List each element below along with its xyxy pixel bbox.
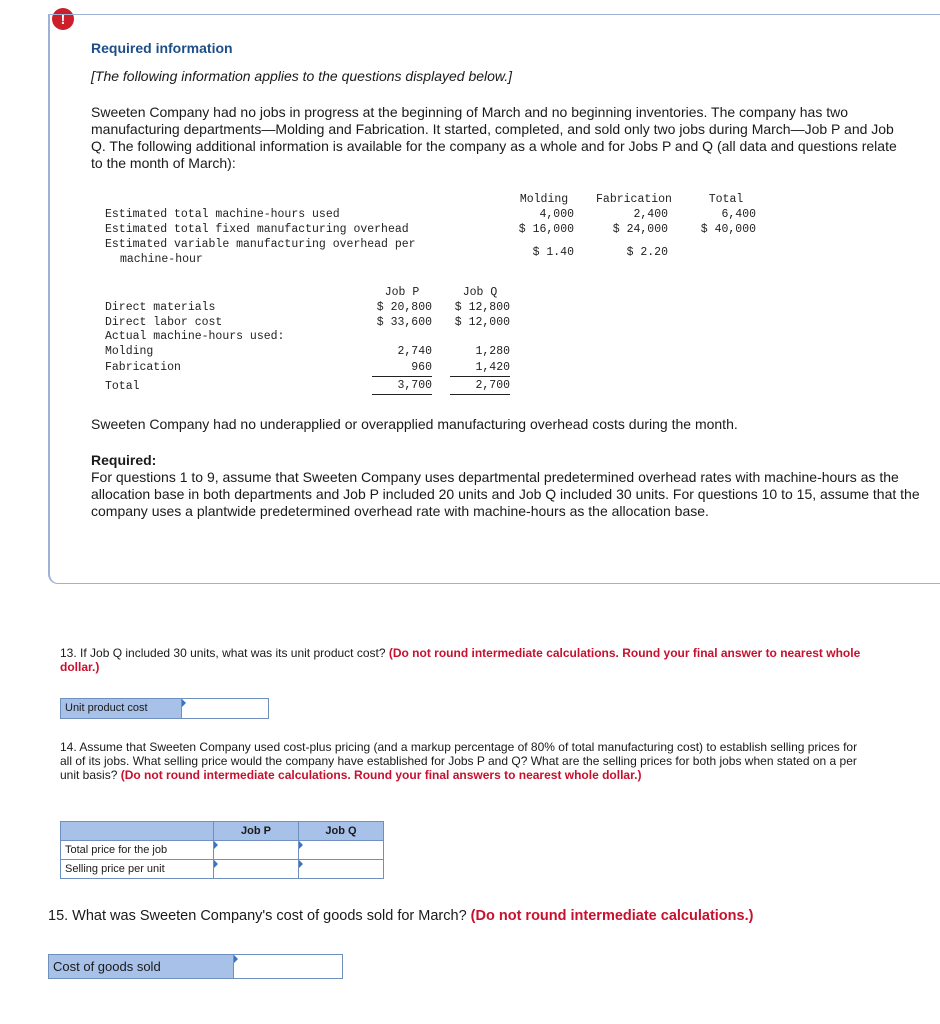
cell-value: 1,420 xyxy=(475,361,510,374)
cell-value: 2,740 xyxy=(397,345,432,358)
selling-price-per-unit-label: Selling price per unit xyxy=(60,859,214,879)
info-note: [The following information applies to the questions displayed below.] xyxy=(91,68,513,84)
row-label: Estimated total machine-hours used xyxy=(105,208,340,221)
required-info-title: Required information xyxy=(91,40,233,56)
cell-value: $ 40,000 xyxy=(700,223,756,236)
cell-value: 960 xyxy=(411,361,432,374)
total-rule xyxy=(372,394,432,395)
cost-of-goods-sold-input[interactable] xyxy=(233,954,343,979)
cell xyxy=(298,840,384,860)
row-label: Molding xyxy=(105,345,154,358)
unit-product-cost-label: Unit product cost xyxy=(60,698,182,719)
cell-value: $ 12,800 xyxy=(454,301,510,314)
cell xyxy=(298,859,384,879)
total-price-job-p-input[interactable] xyxy=(213,840,299,860)
row-label: Direct labor cost xyxy=(105,316,223,329)
alert-icon: ! xyxy=(52,8,74,30)
unit-product-cost-cell xyxy=(181,698,269,719)
input-marker-icon xyxy=(182,699,186,707)
cost-of-goods-sold-cell xyxy=(233,954,343,979)
cell-value: $ 16,000 xyxy=(518,223,574,236)
subtotal-rule xyxy=(372,376,432,377)
input-marker-icon xyxy=(299,860,303,868)
row-label: Direct materials xyxy=(105,301,216,314)
cell-value: 3,700 xyxy=(397,379,432,392)
col-header-fabrication: Fabrication xyxy=(596,193,672,206)
table-corner xyxy=(60,821,214,841)
unit-product-cost-input[interactable] xyxy=(181,698,269,719)
cell-value: 1,280 xyxy=(475,345,510,358)
subtotal-rule xyxy=(450,376,510,377)
cell-value: $ 12,000 xyxy=(454,316,510,329)
question-13-text: 13. If Job Q included 30 units, what was its unit product cost? xyxy=(60,646,389,660)
cell-value: $ 20,800 xyxy=(376,301,432,314)
cell-value: $ 1.40 xyxy=(532,246,574,259)
input-marker-icon xyxy=(299,841,303,849)
cell-value: $ 2.20 xyxy=(626,246,668,259)
row-label: Estimated variable manufacturing overhead per xyxy=(105,238,416,251)
question-14 xyxy=(60,740,860,782)
cell-value: 4,000 xyxy=(539,208,574,221)
input-marker-icon xyxy=(234,955,238,963)
col-header-job-q: Job Q xyxy=(462,286,498,299)
cell-value: 2,700 xyxy=(475,379,510,392)
col-header-job-q: Job Q xyxy=(298,821,384,841)
row-label: Estimated total fixed manufacturing overhead xyxy=(105,223,409,236)
input-marker-icon xyxy=(214,860,218,868)
col-header-total: Total xyxy=(708,193,744,206)
question-15 xyxy=(48,908,928,925)
row-label: Actual machine-hours used: xyxy=(105,330,285,343)
question-13 xyxy=(60,646,880,674)
unit-price-job-q-input[interactable] xyxy=(298,859,384,879)
required-heading: Required: xyxy=(91,452,157,468)
total-price-job-q-input[interactable] xyxy=(298,840,384,860)
cell-value: $ 24,000 xyxy=(612,223,668,236)
total-price-label: Total price for the job xyxy=(60,840,214,860)
cell xyxy=(213,859,299,879)
question-14-instruction: (Do not round intermediate calculations. Round your final answers to nearest whole dollar.) xyxy=(120,768,642,782)
col-header-job-p: Job P xyxy=(213,821,299,841)
cell xyxy=(213,840,299,860)
no-variance-text: Sweeten Company had no underapplied or overapplied manufacturing overhead costs during the month. xyxy=(91,416,738,432)
cost-of-goods-sold-label: Cost of goods sold xyxy=(48,954,234,979)
required-text: For questions 1 to 9, assume that Sweeten Company uses departmental predetermined overhead rates with machine-hours as the allocation base in both departments and Job P included 20 units and Job Q included 30 units. For questions 10 to 15, assume that the company uses a plantwide predetermined overhead rate with machine-hours as the allocation base. xyxy=(91,469,920,519)
question-13-instruction: (Do not round intermediate calculations. Round your final answer to nearest whole dollar.) xyxy=(60,646,861,674)
input-marker-icon xyxy=(214,841,218,849)
total-rule xyxy=(450,394,510,395)
cell-value: $ 33,600 xyxy=(376,316,432,329)
question-15-text: 15. What was Sweeten Company's cost of goods sold for March? xyxy=(48,908,471,924)
cell-value: 6,400 xyxy=(721,208,756,221)
row-label-cont: machine-hour xyxy=(120,253,203,266)
col-header-job-p: Job P xyxy=(384,286,420,299)
row-label: Fabrication xyxy=(105,361,181,374)
question-15-instruction: (Do not round intermediate calculations.) xyxy=(470,908,754,924)
intro-paragraph: Sweeten Company had no jobs in progress at the beginning of March and no beginning inventories. The company has two manufacturing departments—Molding and Fabrication. It started, completed, and sold only two jobs during March—Job P and Job Q. The following additional information is available for the company as a whole and for Jobs P and Q (all data and questions relate to the month of March): xyxy=(91,104,897,171)
row-label: Total xyxy=(105,380,140,393)
unit-price-job-p-input[interactable] xyxy=(213,859,299,879)
cell-value: 2,400 xyxy=(633,208,668,221)
question-14-text: 14. Assume that Sweeten Company used cost-plus pricing (and a markup percentage of 80% of total manufacturing cost) to establish selling prices for all of its jobs. What selling price would the company have established for Jobs P and Q? What are the selling prices for both jobs when stated on a per unit basis? xyxy=(60,740,858,782)
col-header-molding: Molding xyxy=(519,193,569,206)
